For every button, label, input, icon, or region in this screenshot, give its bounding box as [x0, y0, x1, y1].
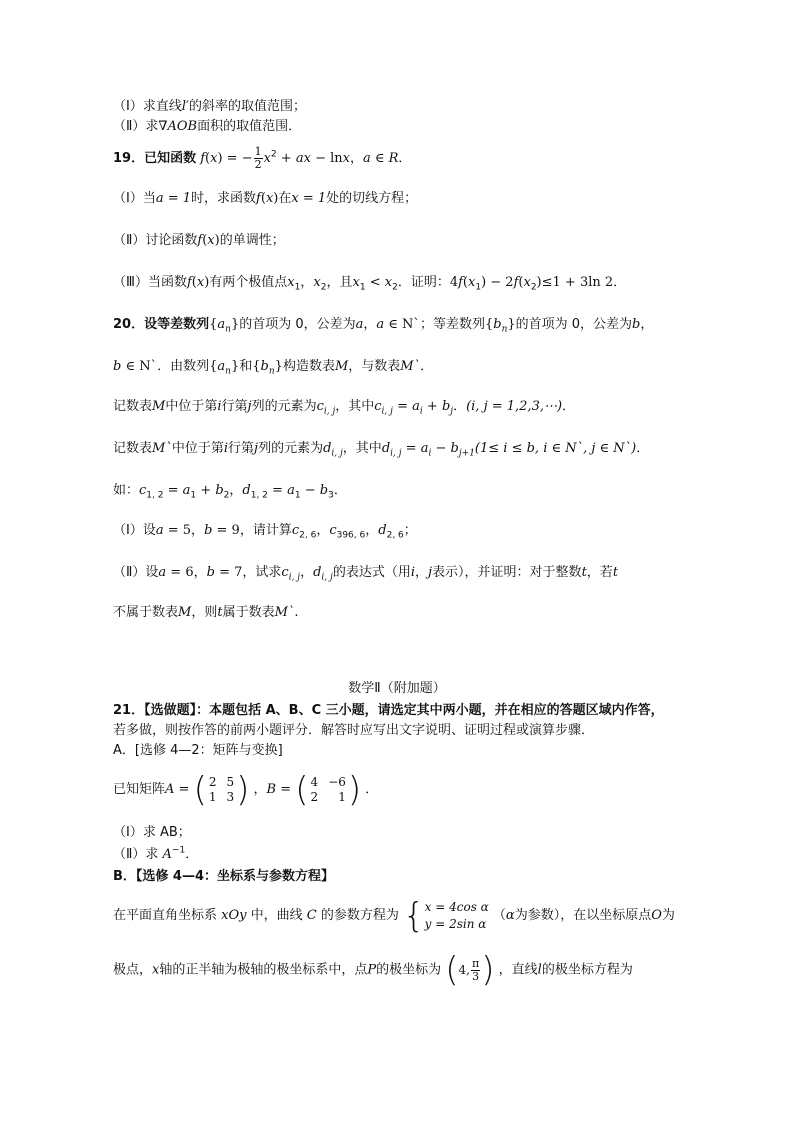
q20-line5: 如：$c_{1, 2} = a_1 + b_2$，$d_{1, 2} = a_1 - b_3$． — [113, 483, 347, 501]
q21-b-line2: 极点，x轴的正半轴为极轴的极坐标系中，点P的极坐标为 ( 4, $\frac{\pi}{3}$ ) ，直线l的极坐标方程为 — [113, 950, 633, 990]
q20-line1: 20．设等差数列$\{a_n\}$的首项为 0，公差为a，a ∈ N`；等差数列$\{b_n\}$的首项为 0，公差为b， — [113, 317, 654, 335]
q21-a-part2: （Ⅱ）求 $A^{-1}$． — [113, 845, 199, 862]
section-title: 数学Ⅱ（附加题） — [348, 681, 446, 696]
q21-a-heading: A．[选修 4—2：矩阵与变换] — [113, 743, 283, 758]
q21-a-given: 已知矩阵A = ( 2 5 1 3 ) ，B = ( 4 −6 2 1 ) ． — [113, 769, 379, 810]
matrix-b: ( 4 −6 2 1 ) — [295, 769, 362, 810]
q21-b-heading: B．【选修 4—4：坐标系与参数方程】 — [113, 869, 335, 884]
q21-b-line1: 在平面直角坐标系 xOy 中，曲线 C 的参数方程为 { x = 4cos α y = 2sin α （α为参数），在以坐标原点O为 — [113, 895, 675, 936]
q21-line2: 若多做，则按作答的前两小题评分．解答时应写出文字说明、证明过程或演算步骤． — [113, 723, 595, 738]
q20-part2-cont: 不属于数表M，则t属于数表M`. — [113, 605, 299, 620]
matrix-a: ( 2 5 1 3 ) — [193, 769, 250, 810]
parametric-equations: { x = 4cos α y = 2sin α — [403, 895, 489, 936]
q19-part1: （Ⅰ）当a = 1时，求函数f(x)在x = 1处的切线方程； — [113, 191, 418, 206]
q19-part2: （Ⅱ）讨论函数f(x)的单调性； — [113, 233, 285, 248]
q21-line1: 21．【选做题】：本题包括 A、B、C 三小题，请选定其中两小题，并在相应的答题区域内作答， — [113, 703, 664, 718]
q18-part1: （Ⅰ）求直线l′的斜率的取值范围； — [113, 99, 306, 114]
q20-line4: 记数表M`中位于第i行第j列的元素为$d_{i, j}$，其中$d_{i, j} = a_i - b_{j+1}(1\le i \le b$, i ∈ N`, j ∈ N`)． — [113, 441, 650, 459]
q20-part1: （Ⅰ）设a = 5，b = 9，请计算$c_{2, 6}$，$c_{396, 6}$，$d_{2, 6}$； — [113, 523, 417, 541]
q20-line3: 记数表M中位于第i行第j列的元素为$c_{i, j}$，其中$c_{i, j} = a_i + b_j$．(i, j = 1,2,3,⋯)． — [113, 399, 576, 417]
q19-part3: （Ⅲ）当函数f(x)有两个极值点$x_1$，$x_2$，且$x_1 < x_2$．证明：$4f(x_1) - 2f(x_2)\le 1 + 3\ln$ 2． — [113, 275, 627, 293]
fraction-one-half: $\frac{1}{2}$ — [254, 145, 262, 171]
q21-a-part1: （Ⅰ）求 AB； — [113, 825, 191, 840]
q19-statement: 19．已知函数 f(x) = − $\frac{1}{2}$ $x^2$ + ax − lnx，a ∈ R． — [113, 145, 412, 171]
polar-coordinate: ( 4, $\frac{\pi}{3}$ ) — [445, 950, 495, 990]
q20-line2: b ∈ N`．由数列$\{a_n\}$和$\{b_n\}$构造数表M，与数表M`． — [113, 359, 434, 377]
q20-part2: （Ⅱ）设a = 6，b = 7，试求$c_{i, j}$，$d_{i, j}$的表达式（用i，j表示），并证明：对于整数t，若t — [113, 565, 619, 583]
q18-part2: （Ⅱ）求∇AOB面积的取值范围． — [113, 119, 302, 134]
